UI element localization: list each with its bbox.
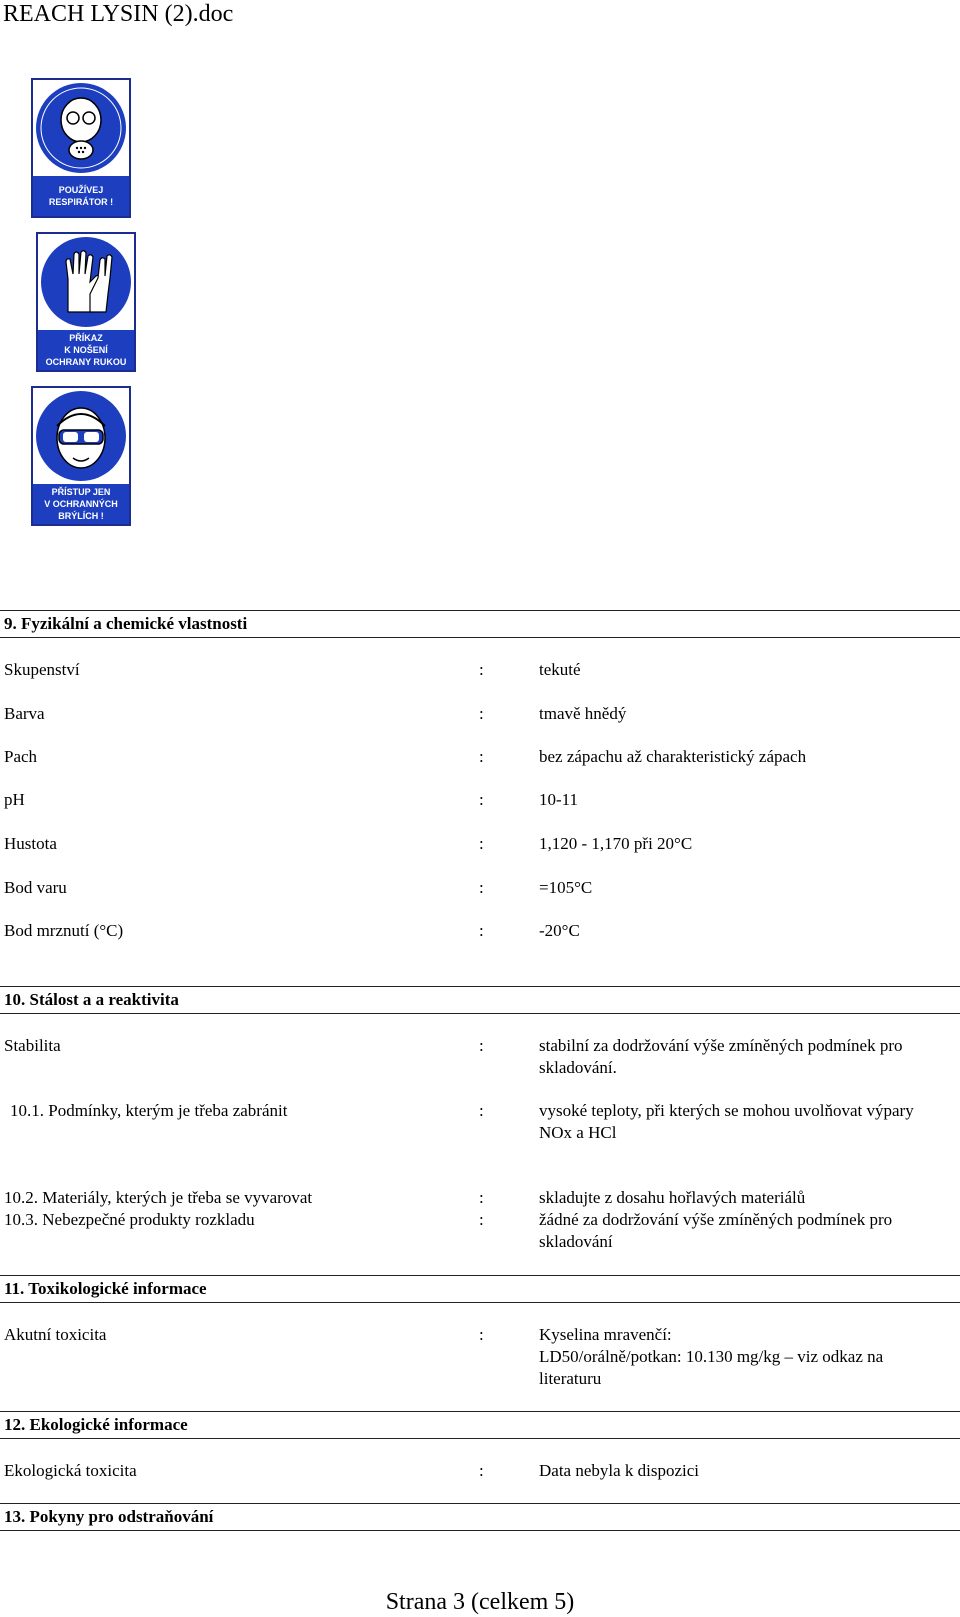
section-9-heading: 9. Fyzikální a chemické vlastnosti: [4, 614, 248, 633]
section-rule: [0, 637, 960, 638]
property-value: skladujte z dosahu hořlavých materiálů: [539, 1188, 806, 1207]
separator-colon: :: [479, 1036, 484, 1055]
property-value: žádné za dodržování výše zmíněných podmínek pro skladování: [539, 1210, 893, 1251]
separator-colon: :: [479, 790, 484, 809]
value-line: LD50/orálně/potkan: 10.130 mg/kg – viz odkaz na literaturu: [539, 1347, 884, 1388]
property-value: tmavě hnědý: [539, 704, 627, 723]
gloves-sign: [36, 232, 136, 372]
property-label: 10.3. Nebezpečné produkty rozkladu: [4, 1210, 255, 1229]
sign-caption-line: PŘÍKAZ: [69, 333, 103, 343]
section-rule: [0, 1438, 960, 1439]
section-rule: [0, 610, 960, 611]
respirator-icon: [33, 80, 129, 176]
section-rule: [0, 1503, 960, 1504]
property-label: Skupenství: [4, 660, 80, 679]
section-11-heading: 11. Toxikologické informace: [4, 1279, 207, 1298]
separator-colon: :: [479, 921, 484, 940]
property-value: -20°C: [539, 921, 580, 940]
property-label: pH: [4, 790, 25, 809]
property-value: vysoké teploty, při kterých se mohou uvolňovat výpary NOx a HCl: [539, 1101, 914, 1142]
page-number: Strana 3 (celkem 5): [385, 1589, 575, 1615]
respirator-sign: [31, 78, 131, 218]
property-label: Bod mrznutí (°C): [4, 921, 124, 940]
sign-caption-line: V OCHRANNÝCH: [44, 499, 118, 509]
property-label: Bod varu: [4, 878, 67, 897]
property-value: bez zápachu až charakteristický zápach: [539, 747, 807, 766]
gloves-icon: [38, 234, 134, 330]
separator-colon: :: [479, 660, 484, 679]
separator-colon: :: [479, 1188, 484, 1207]
section-rule: [0, 1411, 960, 1412]
sign-caption-line: OCHRANY RUKOU: [45, 357, 127, 367]
sign-caption-line: POUŽÍVEJ: [58, 185, 104, 195]
property-label: Akutní toxicita: [4, 1325, 107, 1344]
section-13-heading: 13. Pokyny pro odstraňování: [4, 1507, 214, 1526]
property-label: 10.1. Podmínky, kterým je třeba zabránit: [10, 1101, 288, 1120]
section-10-heading: 10. Stálost a a reaktivita: [4, 990, 179, 1009]
separator-colon: :: [479, 704, 484, 723]
separator-colon: :: [479, 834, 484, 853]
property-value: 10-11: [539, 790, 579, 809]
section-rule: [0, 1275, 960, 1276]
document-title: REACH LYSIN (2).doc: [3, 1, 234, 27]
sign-caption-line: K NOŠENÍ: [64, 345, 108, 355]
property-value: stabilní za dodržování výše zmíněných podmínek pro skladování.: [539, 1036, 903, 1077]
property-value: 1,120 - 1,170 při 20°C: [539, 834, 693, 853]
section-rule: [0, 1530, 960, 1531]
property-label: Ekologická toxicita: [4, 1461, 137, 1480]
property-value: [539, 1324, 949, 1390]
sign-caption-line: RESPIRÁTOR !: [48, 197, 114, 207]
property-value: tekuté: [539, 660, 581, 679]
sign-caption-line: PŘÍSTUP JEN: [51, 487, 111, 497]
section-12-heading: 12. Ekologické informace: [4, 1415, 188, 1434]
value-line: Kyselina mravenčí:: [539, 1325, 672, 1344]
section-rule: [0, 1013, 960, 1014]
property-value: Data nebyla k dispozici: [539, 1461, 700, 1480]
property-label: Hustota: [4, 834, 57, 853]
property-label: Barva: [4, 704, 45, 723]
goggles-sign: [31, 386, 131, 526]
separator-colon: :: [479, 1210, 484, 1229]
separator-colon: :: [479, 1325, 484, 1344]
separator-colon: :: [479, 1461, 484, 1480]
property-label: 10.2. Materiály, kterých je třeba se vyvarovat: [4, 1188, 313, 1207]
separator-colon: :: [479, 747, 484, 766]
sign-caption-line: BRÝLÍCH !: [58, 511, 104, 521]
separator-colon: :: [479, 878, 484, 897]
section-rule: [0, 986, 960, 987]
separator-colon: :: [479, 1101, 484, 1120]
safety-goggles-icon: [33, 388, 129, 484]
property-label: Pach: [4, 747, 38, 766]
property-label: Stabilita: [4, 1036, 61, 1055]
section-rule: [0, 1302, 960, 1303]
property-value: =105°C: [539, 878, 593, 897]
